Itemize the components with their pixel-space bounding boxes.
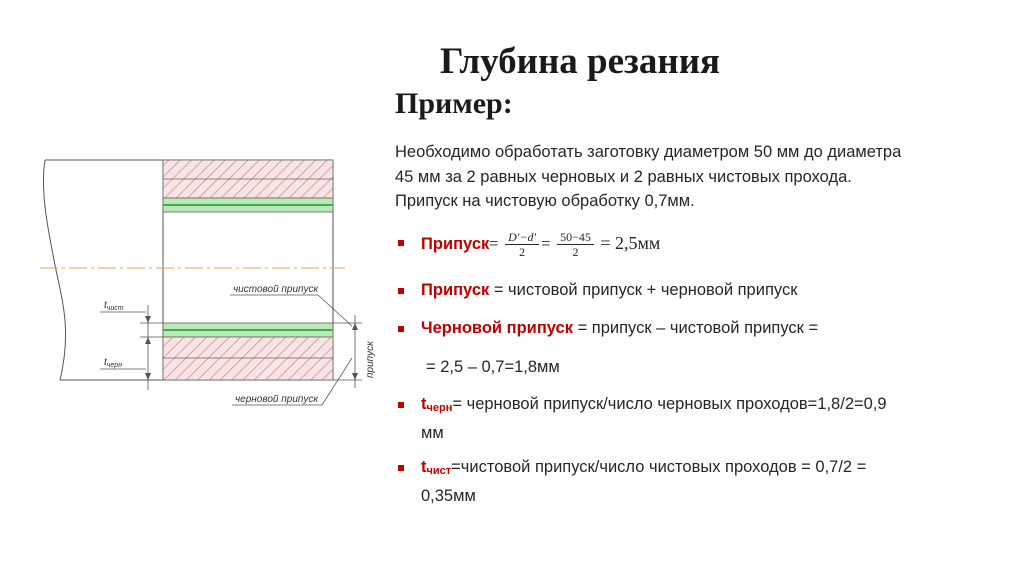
example-heading: Пример:: [395, 87, 513, 120]
task-line-2: 45 мм за 2 равных черновых и 2 равных чистовых прохода.: [395, 167, 852, 186]
rough-allowance-result: = 2,5 – 0,7=1,8мм: [426, 358, 560, 376]
t-rough-label: $t_{черн}$: [104, 357, 123, 369]
task-line-3: Припуск на чистовую обработку 0,7мм.: [395, 192, 695, 210]
left-dimension-lines: [100, 305, 163, 390]
list-item: Черновой припуск = припуск – чистовой припуск =: [395, 316, 995, 341]
bottom-rough-allowance-hatch: [163, 337, 333, 380]
formula-fraction: $\frac{D'-d'}{2}$: [505, 230, 539, 259]
bullet-marker: [398, 326, 404, 332]
allowance-label: припуск: [365, 341, 376, 378]
list-item: tчерн= черновой припуск/число черновых проходов=1,8/2=0,9 мм: [395, 392, 995, 446]
list-item: Припуск = чистовой припуск + черновой припуск: [395, 278, 995, 303]
bullet-marker: [398, 465, 404, 471]
bullet-marker: [398, 288, 404, 294]
t-finish-label: $t_{чист}$: [104, 300, 124, 312]
bullet-marker: [398, 240, 404, 246]
bullet-marker: [398, 402, 404, 408]
cutting-depth-drawing: [0, 0, 400, 420]
task-line-1: Необходимо обработать заготовку диаметром 50 мм до диаметра: [395, 143, 902, 161]
task-description: [395, 140, 1005, 214]
rough-allowance-label: черновой припуск: [235, 394, 319, 405]
page-title: Глубина резания: [440, 41, 721, 82]
numeric-fraction: $\frac{50-45}{2}$: [557, 230, 594, 259]
finish-allowance-label: чистовой припуск: [233, 284, 319, 295]
list-item: Припуск= $\frac{D'-d'}{2}$ = $\frac{50-45}{2}$ = 2,5мм: [395, 230, 995, 259]
list-item: tчист=чистовой припуск/число чистовых проходов = 0,7/2 = 0,35мм: [395, 455, 995, 509]
